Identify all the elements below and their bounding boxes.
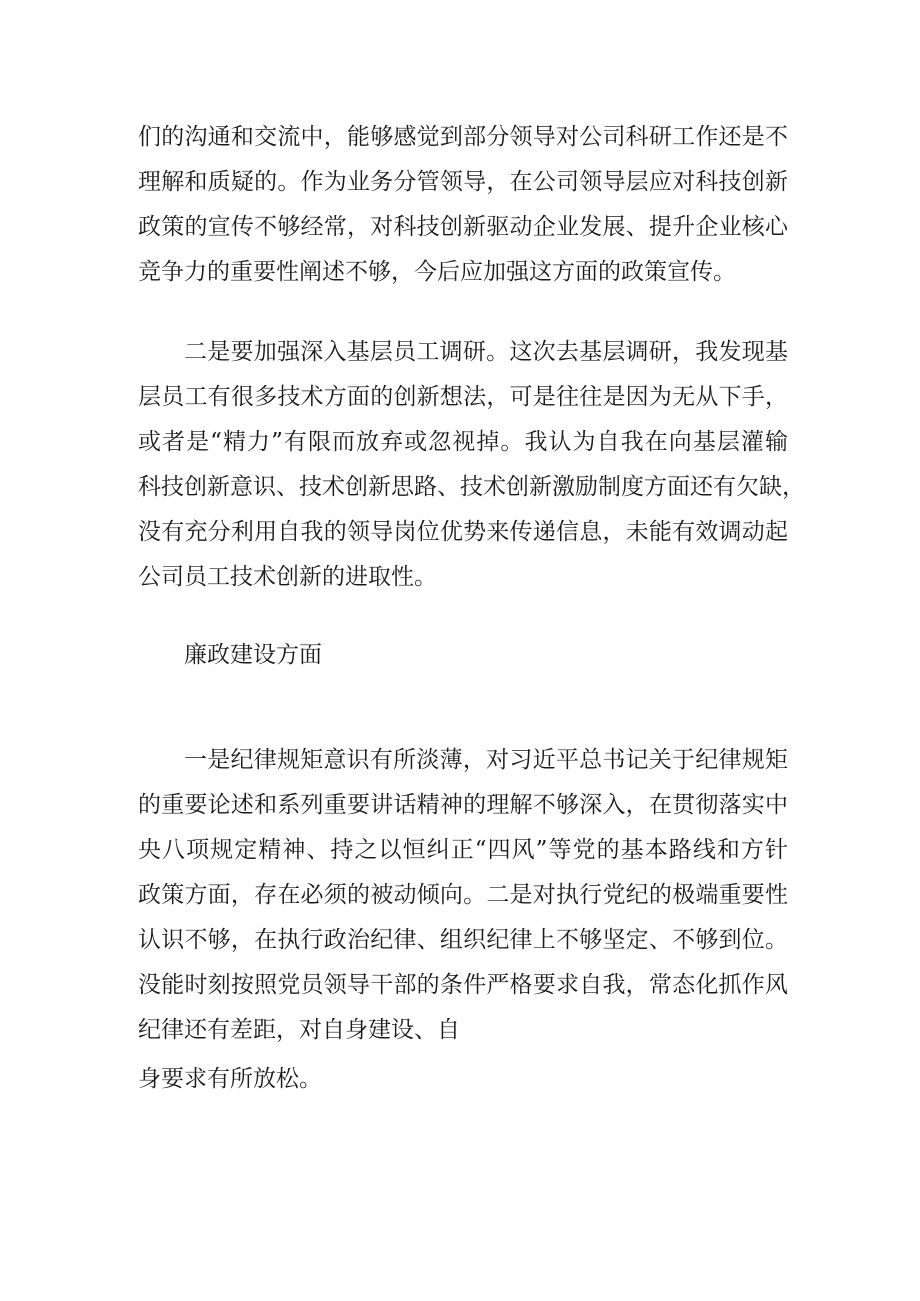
text-line: 竞争力的重要性阐述不够，今后应加强这方面的政策宣传。 — [138, 259, 736, 285]
text-line: 央八项规定精神、持之以恒纠正“四风”等党的基本路线和方针 — [138, 837, 788, 863]
section-heading: 廉政建设方面 — [184, 642, 322, 668]
text-line: 没能时刻按照党员领导干部的条件严格要求自我，常态化抓作风 — [138, 972, 788, 998]
text-line: 或者是“精力”有限而放弃或忽视掉。我认为自我在向基层灌输 — [138, 429, 788, 455]
text-line: 没有充分利用自我的领导岗位优势来传递信息，未能有效调动起 — [138, 519, 788, 545]
text-line: 认识不够，在执行政治纪律、组织纪律上不够坚定、不够到位。 — [138, 927, 788, 953]
text-line: 层员工有很多技术方面的创新想法，可是往往是因为无从下手， — [138, 384, 788, 410]
paragraph-2 — [138, 330, 805, 600]
text-line: 纪律还有差距，对自身建设、自 — [138, 1017, 460, 1043]
paragraph-3 — [138, 738, 788, 1053]
paragraph-1 — [138, 115, 788, 295]
section-heading-block — [138, 633, 788, 678]
text-line: 二是要加强深入基层员工调研。这次去基层调研，我发现基 — [184, 339, 788, 365]
text-line: 科技创新意识、技术创新思路、技术创新激励制度方面还有欠缺， — [138, 474, 805, 500]
paragraph-4 — [138, 1057, 788, 1102]
text-line: 公司员工技术创新的进取性。 — [138, 564, 437, 590]
text-line: 身要求有所放松。 — [138, 1066, 322, 1092]
text-line: 们的沟通和交流中，能够感觉到部分领导对公司科研工作还是不 — [138, 124, 788, 150]
text-line: 理解和质疑的。作为业务分管领导，在公司领导层应对科技创新 — [138, 169, 788, 195]
text-line: 政策方面，存在必须的被动倾向。二是对执行党纪的极端重要性 — [138, 882, 788, 908]
text-line: 的重要论述和系列重要讲话精神的理解不够深入，在贯彻落实中 — [138, 792, 788, 818]
text-line: 一是纪律规矩意识有所淡薄，对习近平总书记关于纪律规矩 — [184, 747, 788, 773]
text-line: 政策的宣传不够经常，对科技创新驱动企业发展、提升企业核心 — [138, 214, 788, 240]
